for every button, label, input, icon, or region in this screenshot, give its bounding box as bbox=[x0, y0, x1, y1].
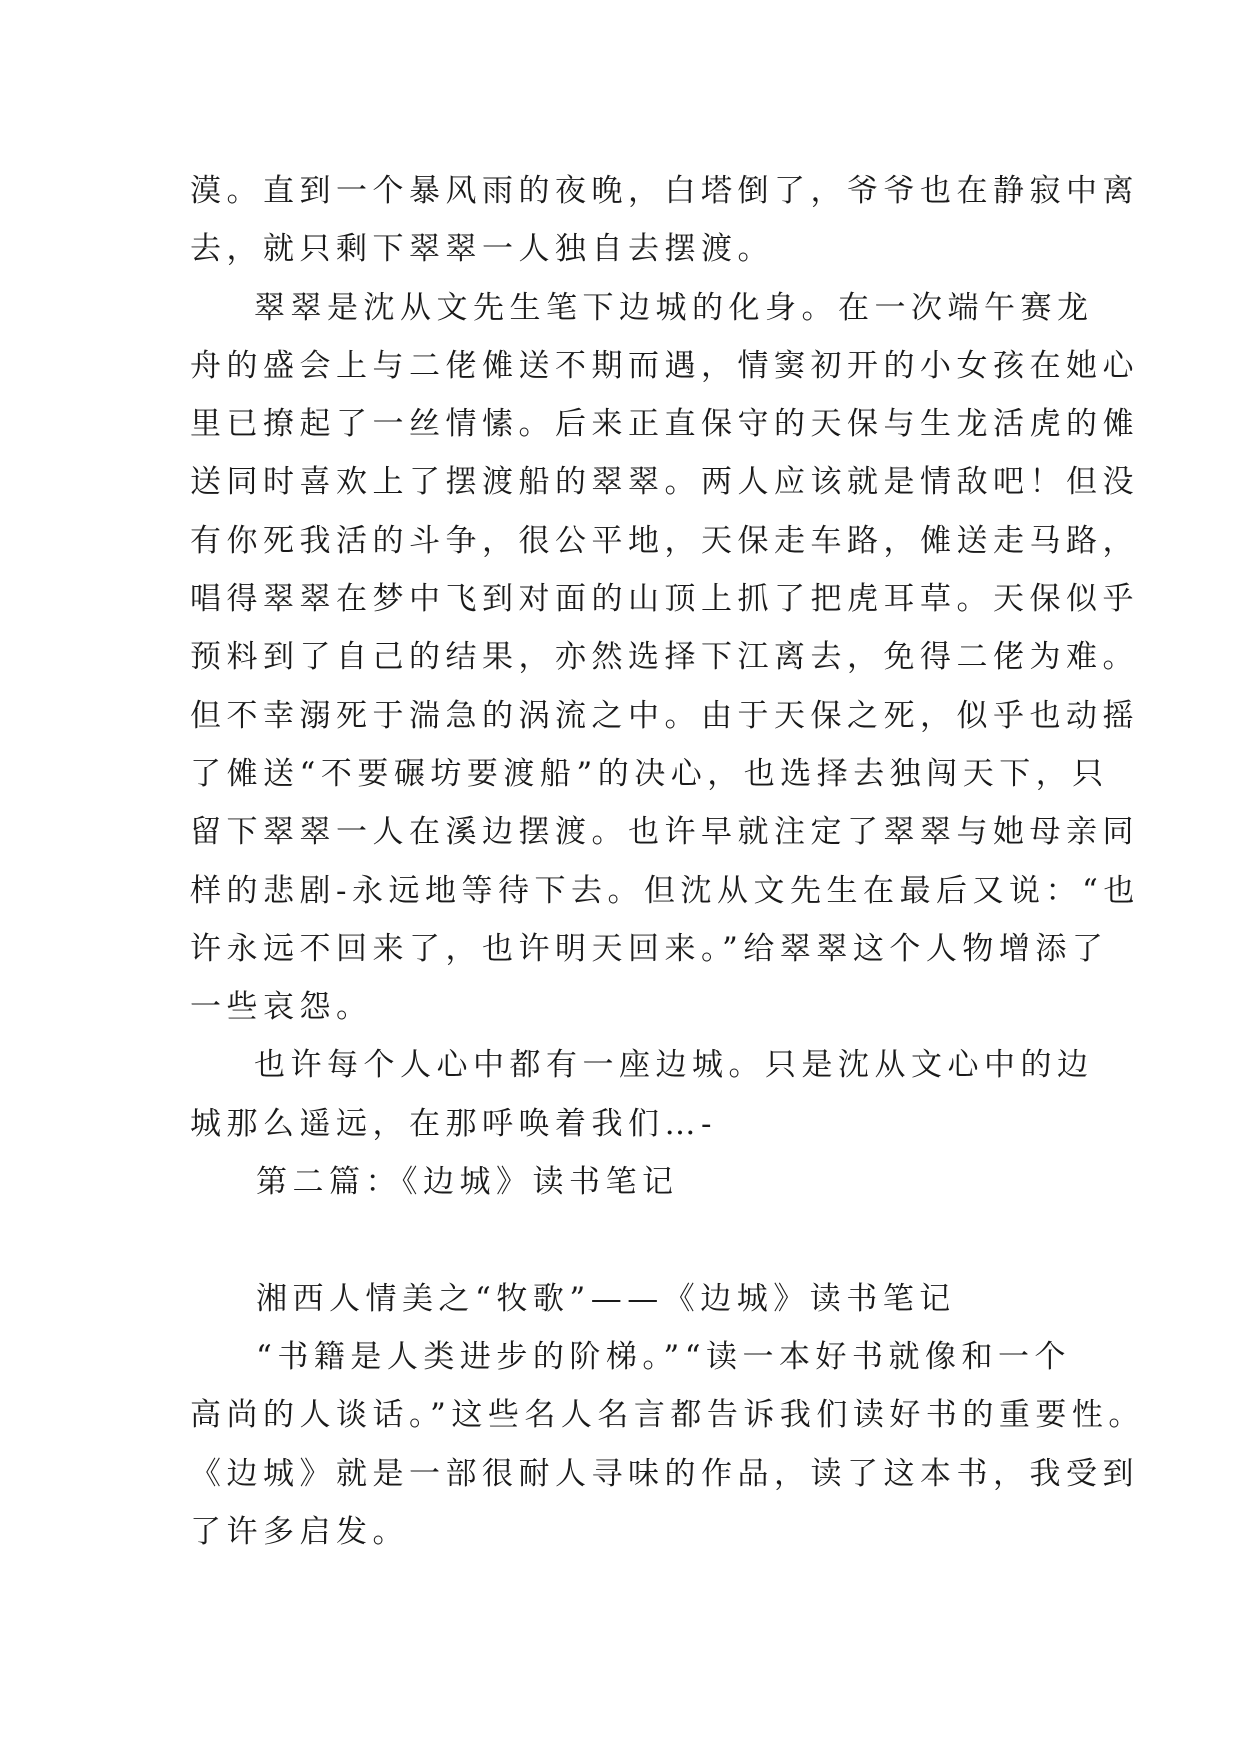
text-line: 预料到了自己的结果，亦然选择下江离去，免得二佬为难。 bbox=[190, 639, 1139, 676]
blank-line bbox=[190, 1211, 1110, 1269]
text-line: 留下翠翠一人在溪边摆渡。也许早就注定了翠翠与她母亲同 bbox=[190, 814, 1139, 851]
paragraph-start-line: 也许每个人心中都有一座边城。只是沈从文心中的边 bbox=[254, 1047, 1094, 1084]
body-text bbox=[190, 162, 1145, 1561]
text-line: 漠。直到一个暴风雨的夜晚，白塔倒了，爷爷也在静寂中离 bbox=[190, 173, 1139, 209]
text-line: 舟的盛会上与二佬傩送不期而遇，情窦初开的小女孩在她心 bbox=[190, 347, 1139, 384]
text-line: 有你死我活的斗争，很公平地，天保走车路，傩送走马路， bbox=[190, 522, 1139, 559]
text-line: 《边城》就是一部很耐人寻味的作品，读了这本书，我受到 bbox=[190, 1455, 1139, 1492]
text-line: 样的悲剧-永远地等待下去。但沈从文先生在最后又说：“也 bbox=[190, 872, 1140, 909]
paragraph-start-line: “书籍是人类进步的阶梯。”“读一本好书就像和一个 bbox=[256, 1338, 1072, 1375]
text-line: 了许多启发。 bbox=[190, 1513, 409, 1550]
text-line: 高尚的人谈话。”这些名人名言都告诉我们读好书的重要性。 bbox=[190, 1397, 1145, 1434]
text-line: 唱得翠翠在梦中飞到对面的山顶上抓了把虎耳草。天保似乎 bbox=[190, 581, 1139, 618]
section-heading: 第二篇：《边城》读书笔记 bbox=[256, 1164, 679, 1201]
text-line: 但不幸溺死于湍急的涡流之中。由于天保之死，似乎也动摇 bbox=[190, 697, 1139, 734]
article-title: 湘西人情美之“牧歌”——《边城》读书笔记 bbox=[256, 1280, 956, 1317]
text-line: 一些哀怨。 bbox=[190, 989, 373, 1026]
text-line: 城那么遥远，在那呼唤着我们…- bbox=[190, 1105, 717, 1142]
text-line: 里已撩起了一丝情愫。后来正直保守的天保与生龙活虎的傩 bbox=[190, 406, 1139, 443]
text-line: 去，就只剩下翠翠一人独自去摆渡。 bbox=[190, 231, 774, 268]
paragraph-start-line: 翠翠是沈从文先生笔下边城的化身。在一次端午赛龙 bbox=[254, 289, 1094, 326]
text-line: 了傩送“不要碾坊要渡船”的决心，也选择去独闯天下，只 bbox=[190, 755, 1109, 792]
text-line: 送同时喜欢上了摆渡船的翠翠。两人应该就是情敌吧！但没 bbox=[190, 464, 1139, 501]
text-line: 许永远不回来了，也许明天回来。”给翠翠这个人物增添了 bbox=[190, 930, 1109, 967]
